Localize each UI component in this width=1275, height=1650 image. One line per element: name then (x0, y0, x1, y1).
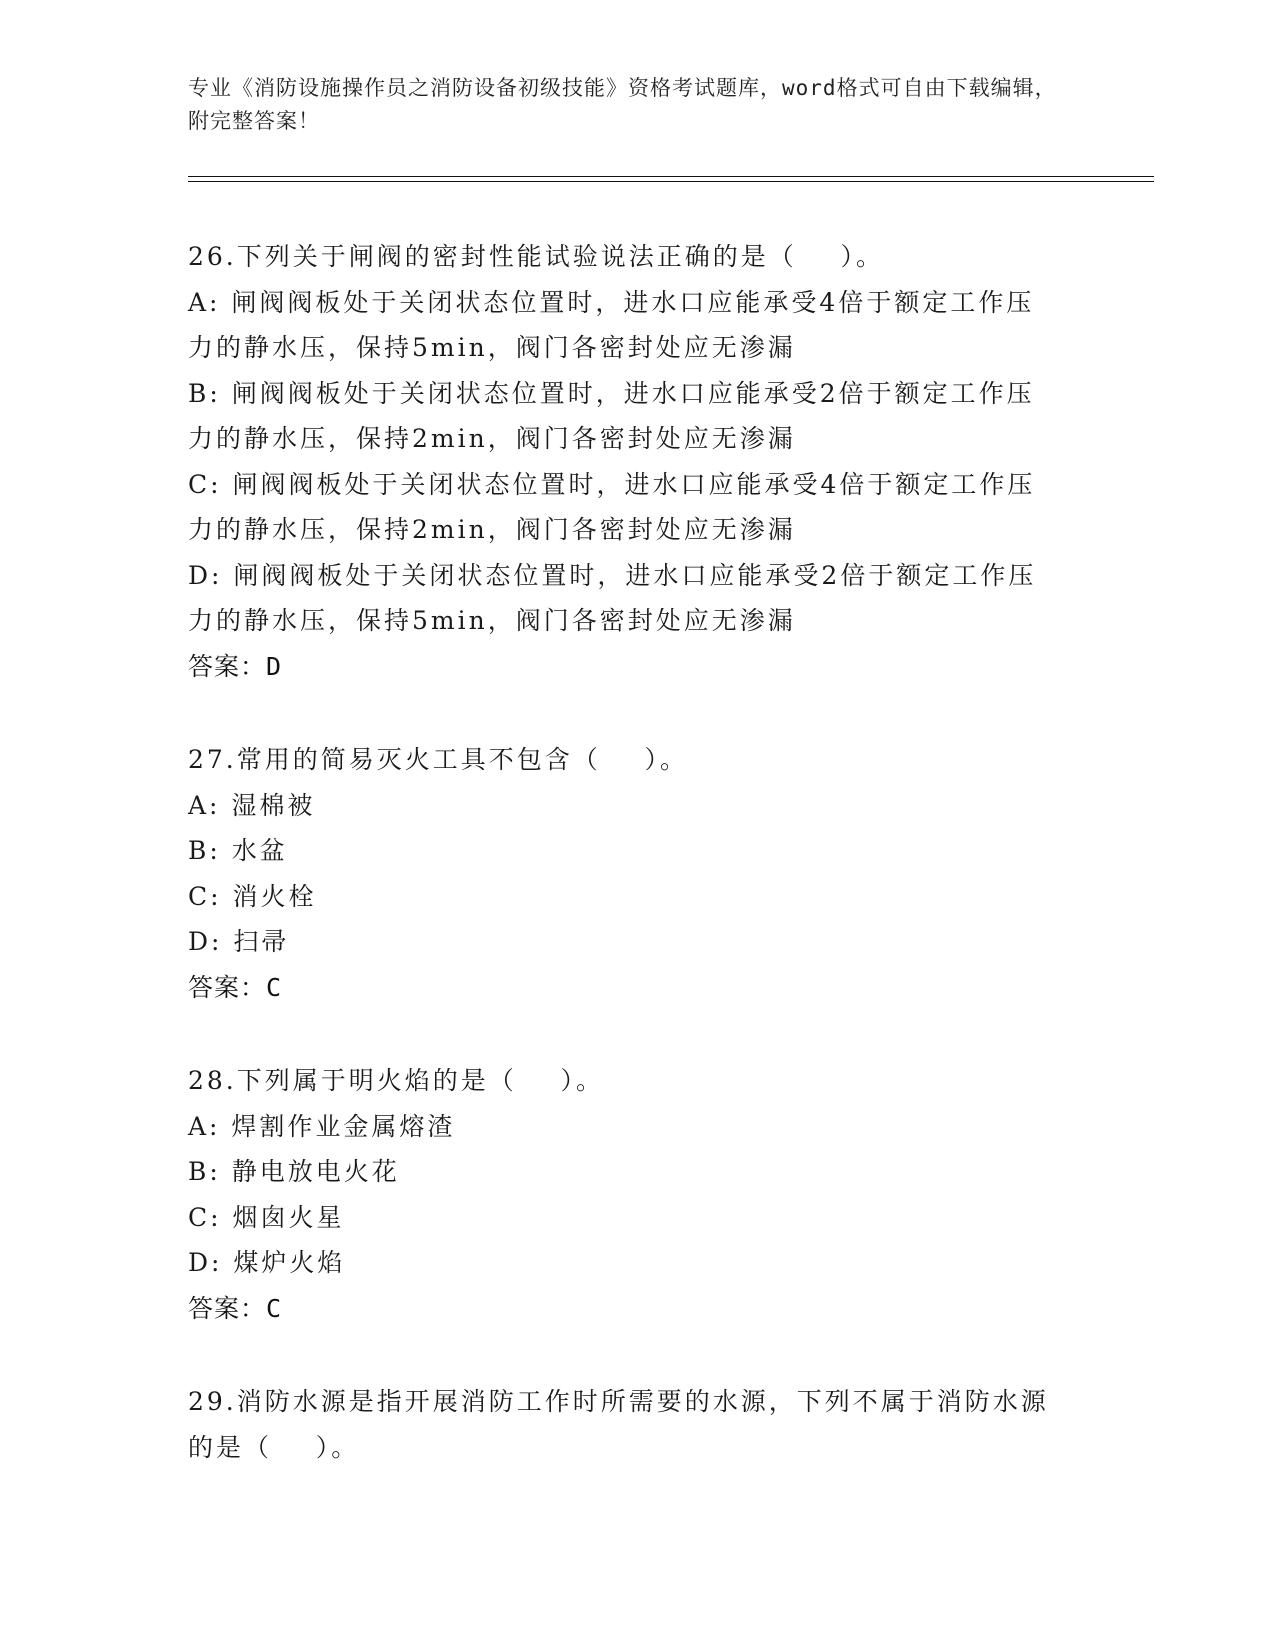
option-b: B: 水盆 (188, 836, 288, 865)
option-a-line-1: A: 闸阀阀板处于关闭状态位置时，进水口应能承受4倍于额定工作压 (188, 287, 1035, 317)
document-header (188, 72, 1068, 138)
option-b-line-2: 力的静水压，保持2min，阀门各密封处应无渗漏 (188, 424, 796, 453)
answer: 答案：C (188, 972, 283, 1002)
option-d: D: 煤炉火焰 (188, 1248, 346, 1277)
option-d-line-2: 力的静水压，保持5min，阀门各密封处应无渗漏 (188, 606, 796, 635)
question-27 (188, 737, 1088, 1010)
option-b-line-1: B: 闸阀阀板处于关闭状态位置时，进水口应能承受2倍于额定工作压 (188, 378, 1035, 408)
answer: 答案：C (188, 1293, 283, 1323)
option-a: A: 湿棉被 (188, 790, 316, 820)
question-list (188, 234, 1088, 1518)
question-26 (188, 234, 1088, 689)
option-d-line-1: D: 闸阀阀板处于关闭状态位置时，进水口应能承受2倍于额定工作压 (188, 560, 1037, 590)
option-c: C: 消火栓 (188, 881, 317, 911)
option-d: D: 扫帚 (188, 927, 290, 956)
question-stem: 28.下列属于明火焰的是（ ）。 (188, 1066, 605, 1095)
option-a: A: 焊割作业金属熔渣 (188, 1111, 456, 1141)
option-c-line-1: C: 闸阀阀板处于关闭状态位置时，进水口应能承受4倍于额定工作压 (188, 469, 1036, 499)
question-stem: 27.常用的简易灭火工具不包含（ ）。 (188, 745, 689, 774)
option-c: C: 烟囱火星 (188, 1202, 345, 1232)
question-29 (188, 1379, 1088, 1470)
question-stem-line-2: 的是（ ）。 (188, 1432, 360, 1462)
answer: 答案：D (188, 651, 283, 681)
option-c-line-2: 力的静水压，保持2min，阀门各密封处应无渗漏 (188, 515, 796, 544)
question-28 (188, 1058, 1088, 1331)
question-stem-line-1: 29.消防水源是指开展消防工作时所需要的水源，下列不属于消防水源 (188, 1387, 1049, 1416)
question-stem: 26.下列关于闸阀的密封性能试验说法正确的是（ ）。 (188, 242, 885, 271)
option-a-line-2: 力的静水压，保持5min，阀门各密封处应无渗漏 (188, 333, 796, 362)
option-b: B: 静电放电火花 (188, 1157, 400, 1186)
header-rule-top (188, 176, 1154, 177)
header-rule-bottom (188, 181, 1154, 182)
header-text: 专业《消防设施操作员之消防设备初级技能》资格考试题库，word格式可自由下载编辑，附完整答案！ (188, 76, 1057, 133)
